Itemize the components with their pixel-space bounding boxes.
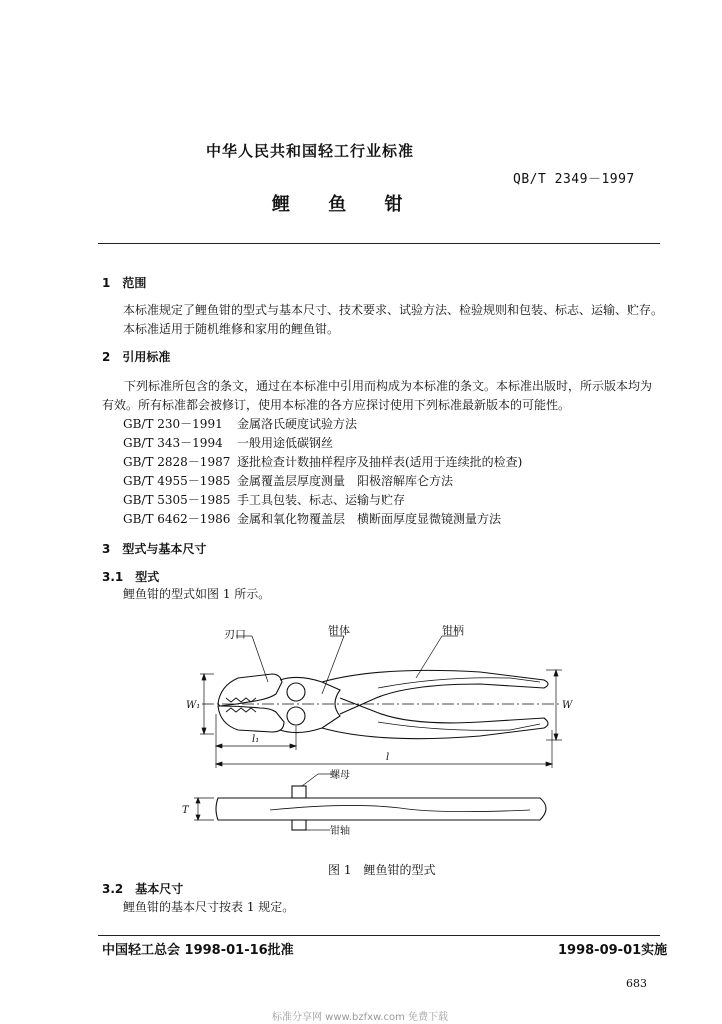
- reference-item: [123, 473, 522, 492]
- section-2-heading: 2 引用标准: [102, 350, 171, 364]
- header-rule: [98, 243, 660, 244]
- label-w1: W₁: [186, 700, 201, 711]
- reference-code: GB/T 4955－1985: [123, 474, 231, 488]
- reference-title: 金属和氧化物覆盖层 横断面厚度显微镜测量方法: [237, 512, 502, 526]
- reference-item: [123, 511, 522, 530]
- watermark: 标准分享网 www.bzfxw.com 免费下载: [272, 1012, 448, 1023]
- label-t: T: [182, 805, 189, 816]
- section-3-2-heading: 3.2 基本尺寸: [102, 882, 184, 896]
- standard-code: QB/T 2349－1997: [513, 172, 635, 187]
- reference-code: GB/T 343－1994: [123, 436, 223, 450]
- figure-pliers-drawing: [180, 618, 580, 863]
- reference-title: 手工具包装、标志、运输与贮存: [237, 493, 406, 507]
- side-view-nut: [292, 786, 306, 798]
- label-body: 钳体: [328, 624, 350, 637]
- page-number: 683: [626, 977, 647, 990]
- reference-item: [123, 435, 522, 454]
- pivot-circle-lower: [287, 707, 305, 725]
- side-view-pivot: [292, 820, 306, 830]
- section-2-intro: 下列标准所包含的条文，通过在本标准中引用而构成为本标准的条文。本标准出版时，所示版本均为有效。所有标准都会被修订，使用本标准的各方应探讨使用下列标准最新版本的可能性。: [102, 379, 653, 412]
- section-1-heading: 1 范围: [102, 276, 147, 290]
- issuer-line: 中国轻工总会 1998-01-16批准: [102, 943, 294, 958]
- reference-title: 金属洛氏硬度试验方法: [237, 417, 358, 431]
- reference-code: GB/T 230－1991: [123, 417, 223, 431]
- section-1-paragraph-1: 本标准规定了鲤鱼钳的型式与基本尺寸、技术要求、试验方法、检验规则和包装、标志、运输、贮存。: [123, 303, 664, 317]
- reference-item: [123, 492, 522, 511]
- reference-item: [123, 454, 522, 473]
- footer-rule: [98, 935, 660, 936]
- reference-title: 一般用途低碳钢丝: [237, 436, 334, 450]
- label-nut: 螺母: [330, 770, 350, 781]
- reference-item: [123, 416, 522, 435]
- section-3-heading: 3 型式与基本尺寸: [102, 542, 207, 556]
- label-w: W: [562, 700, 573, 711]
- label-pivot: 钳轴: [330, 826, 350, 837]
- document-title: 鲤 鱼 钳: [272, 194, 419, 215]
- section-1-paragraph-2: 本标准适用于随机维修和家用的鲤鱼钳。: [123, 322, 340, 336]
- handle-upper: [322, 670, 548, 714]
- figure-caption: 图 1 鲤鱼钳的型式: [328, 863, 436, 877]
- label-l: l: [386, 752, 390, 763]
- reference-title: 金属覆盖层厚度测量 阳极溶解库仑方法: [237, 474, 454, 488]
- section-3-1-text: 鲤鱼钳的型式如图 1 所示。: [123, 587, 271, 601]
- reference-list: [123, 416, 522, 530]
- section-3-2-text: 鲤鱼钳的基本尺寸按表 1 规定。: [123, 900, 295, 914]
- label-l1: l₁: [252, 734, 260, 745]
- side-view-outline: [216, 798, 546, 820]
- reference-code: GB/T 5305－1985: [123, 493, 231, 507]
- label-handle: 钳柄: [442, 624, 464, 637]
- reference-title: 逐批检查计数抽样程序及抽样表(适用于连续批的检查): [237, 455, 523, 469]
- reference-code: GB/T 2828－1987: [123, 455, 231, 469]
- handle-lower: [322, 698, 548, 739]
- pivot-circle-upper: [287, 683, 305, 701]
- label-jaw: 刃口: [224, 628, 246, 641]
- reference-code: GB/T 6462－1986: [123, 512, 231, 526]
- jaw-lower: [218, 706, 284, 732]
- standard-category: 中华人民共和国轻工行业标准: [206, 142, 415, 160]
- section-3-1-heading: 3.1 型式: [102, 570, 160, 584]
- side-view-inner: [270, 805, 530, 811]
- effective-date: 1998-09-01实施: [558, 943, 668, 958]
